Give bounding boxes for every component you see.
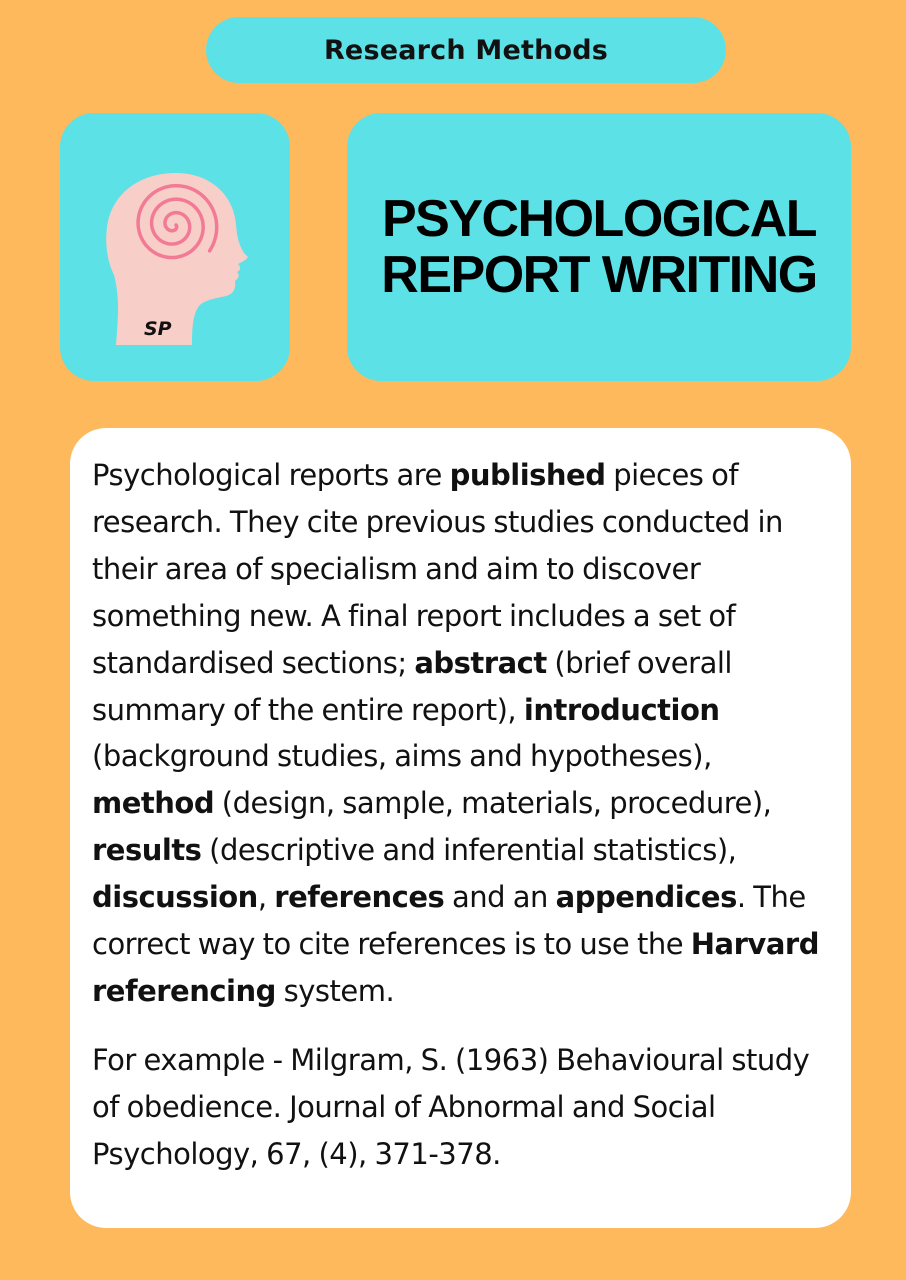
body-text: . The correct way to cite references is to use the xyxy=(92,880,806,962)
body-bold: introduction xyxy=(523,692,720,727)
subject-label: Research Methods xyxy=(323,34,609,66)
body-bold: method xyxy=(92,786,215,821)
logo-initials: SP xyxy=(144,318,172,340)
body-text: (background studies, aims and hypotheses), xyxy=(92,739,712,774)
body-bold: abstract xyxy=(414,645,547,680)
head-spiral-icon xyxy=(60,113,290,381)
body-text: (descriptive and inferential statistics), xyxy=(201,833,737,868)
content-card xyxy=(70,428,851,1228)
title-line-2: REPORT WRITING xyxy=(381,246,817,304)
body-bold: appendices xyxy=(555,880,737,915)
body-text: , xyxy=(257,880,275,915)
body-bold: published xyxy=(449,458,606,492)
body-bold: Harvard referencing xyxy=(92,927,819,1008)
title-box xyxy=(347,113,851,381)
body-bold: references xyxy=(274,880,445,915)
subject-pill xyxy=(206,17,726,83)
body-bold: results xyxy=(92,833,202,868)
body-text: (brief overall summary of the entire report), xyxy=(92,645,732,727)
body-text: and an xyxy=(444,880,556,915)
body-text: system. xyxy=(275,973,395,1008)
title-line-1: PSYCHOLOGICAL xyxy=(381,190,817,248)
body-text: pieces of research. They cite previous studies conducted in their area of specialism and aim to discover something new. A final report includes a set of standardised sections; xyxy=(92,458,783,680)
body-text: (design, sample, materials, procedure), xyxy=(214,786,772,821)
body-bold: discussion xyxy=(92,880,258,915)
body-text: Psychological reports are xyxy=(92,458,450,492)
logo xyxy=(60,113,290,381)
example-citation: For example - Milgram, S. (1963) Behavioural study of obedience. Journal of Abnormal and Social Psychology, 67, (4), 371-378. xyxy=(92,1042,810,1171)
body-paragraph xyxy=(92,452,831,1015)
